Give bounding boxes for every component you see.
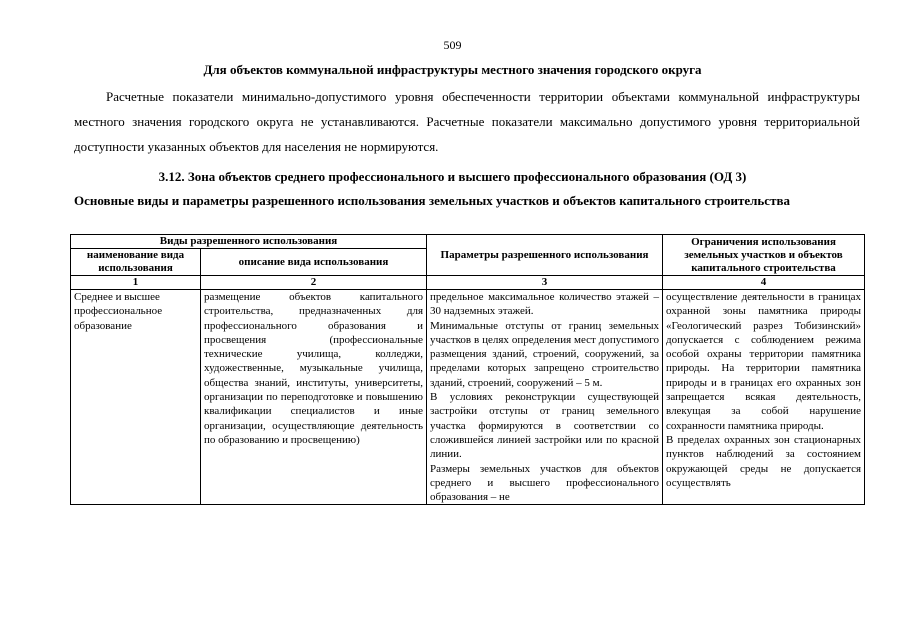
infrastructure-paragraph-text: Расчетные показатели минимально-допустимого уровня обеспеченности территории объектами коммунальной инфраструктуры местного значения городского округа не устанавливаются. Расчетные показатели максимально допустимого уровня территориальной доступности указанных объектов для населения не нормируются. [74,89,860,154]
infrastructure-heading: Для объектов коммунальной инфраструктуры местного значения городского округа [203,62,702,77]
params-cell [427,290,663,505]
infrastructure-paragraph [74,84,860,159]
header-limits: Ограничения использования земельных участков и объектов капитального строительства [663,235,865,276]
table-row [71,290,865,505]
params-paragraph: Размеры земельных участков для объектов среднего и высшего профессионального образования – не [430,462,660,504]
limits-paragraph: В пределах охранных зон стационарных пунктов наблюдений за состоянием окружающей среды не допускается осуществлять [666,433,862,489]
limits-cell [663,290,865,505]
header-use-description: описание вида использования [201,249,427,276]
limits-paragraph: осуществление деятельности в границах охранной зоны памятника природы «Геологический разрез Тобизинский» допускается с соблюдением режима особой охраны территории памятника природы. На территории памятника природы и в границах его охранных зон запрещается всякая деятельность, влекущая за собой нарушение сохранности памятника природы. [666,291,862,432]
header-use-types: Виды разрешенного использования [71,235,427,249]
column-number: 4 [663,276,865,290]
column-number: 1 [71,276,201,290]
params-heading: Основные виды и параметры разрешенного использования земельных участков и объектов капитального строительства [74,193,790,208]
params-paragraph: Минимальные отступы от границ земельных участков в целях определения мест допустимого размещения зданий, строений, сооружений, за пределами которых запрещено строительство зданий, строений, сооружений – 5 м. [430,319,660,389]
land-use-table [70,234,865,505]
page-number: 509 [443,38,462,52]
use-name-cell: Среднее и высшее профессиональное образование [71,290,201,505]
params-paragraph: В условиях реконструкции существующей застройки отступы от границ земельного участка формируются в соответствии со сложившейся линией застройки или по красной линии. [430,391,660,461]
header-params: Параметры разрешенного использования [427,235,663,276]
header-use-name: наименование вида использования [71,249,201,276]
zone-heading: 3.12. Зона объектов среднего профессионального и высшего профессионального образования (ОД 3) [158,169,747,184]
params-paragraph: предельное максимальное количество этажей – 30 надземных этажей. [430,291,660,318]
use-description-cell: размещение объектов капитального строительства, предназначенных для профессионального образования и просвещения (профессиональные технические училища, колледжи, художественные, музыкальные училища, общества знаний, институты, университеты, организации по переподготовке и повышению квалификации специалистов и иные организации, осуществляющие деятельность по образованию и просвещению) [201,290,427,505]
column-number: 3 [427,276,663,290]
column-number: 2 [201,276,427,290]
